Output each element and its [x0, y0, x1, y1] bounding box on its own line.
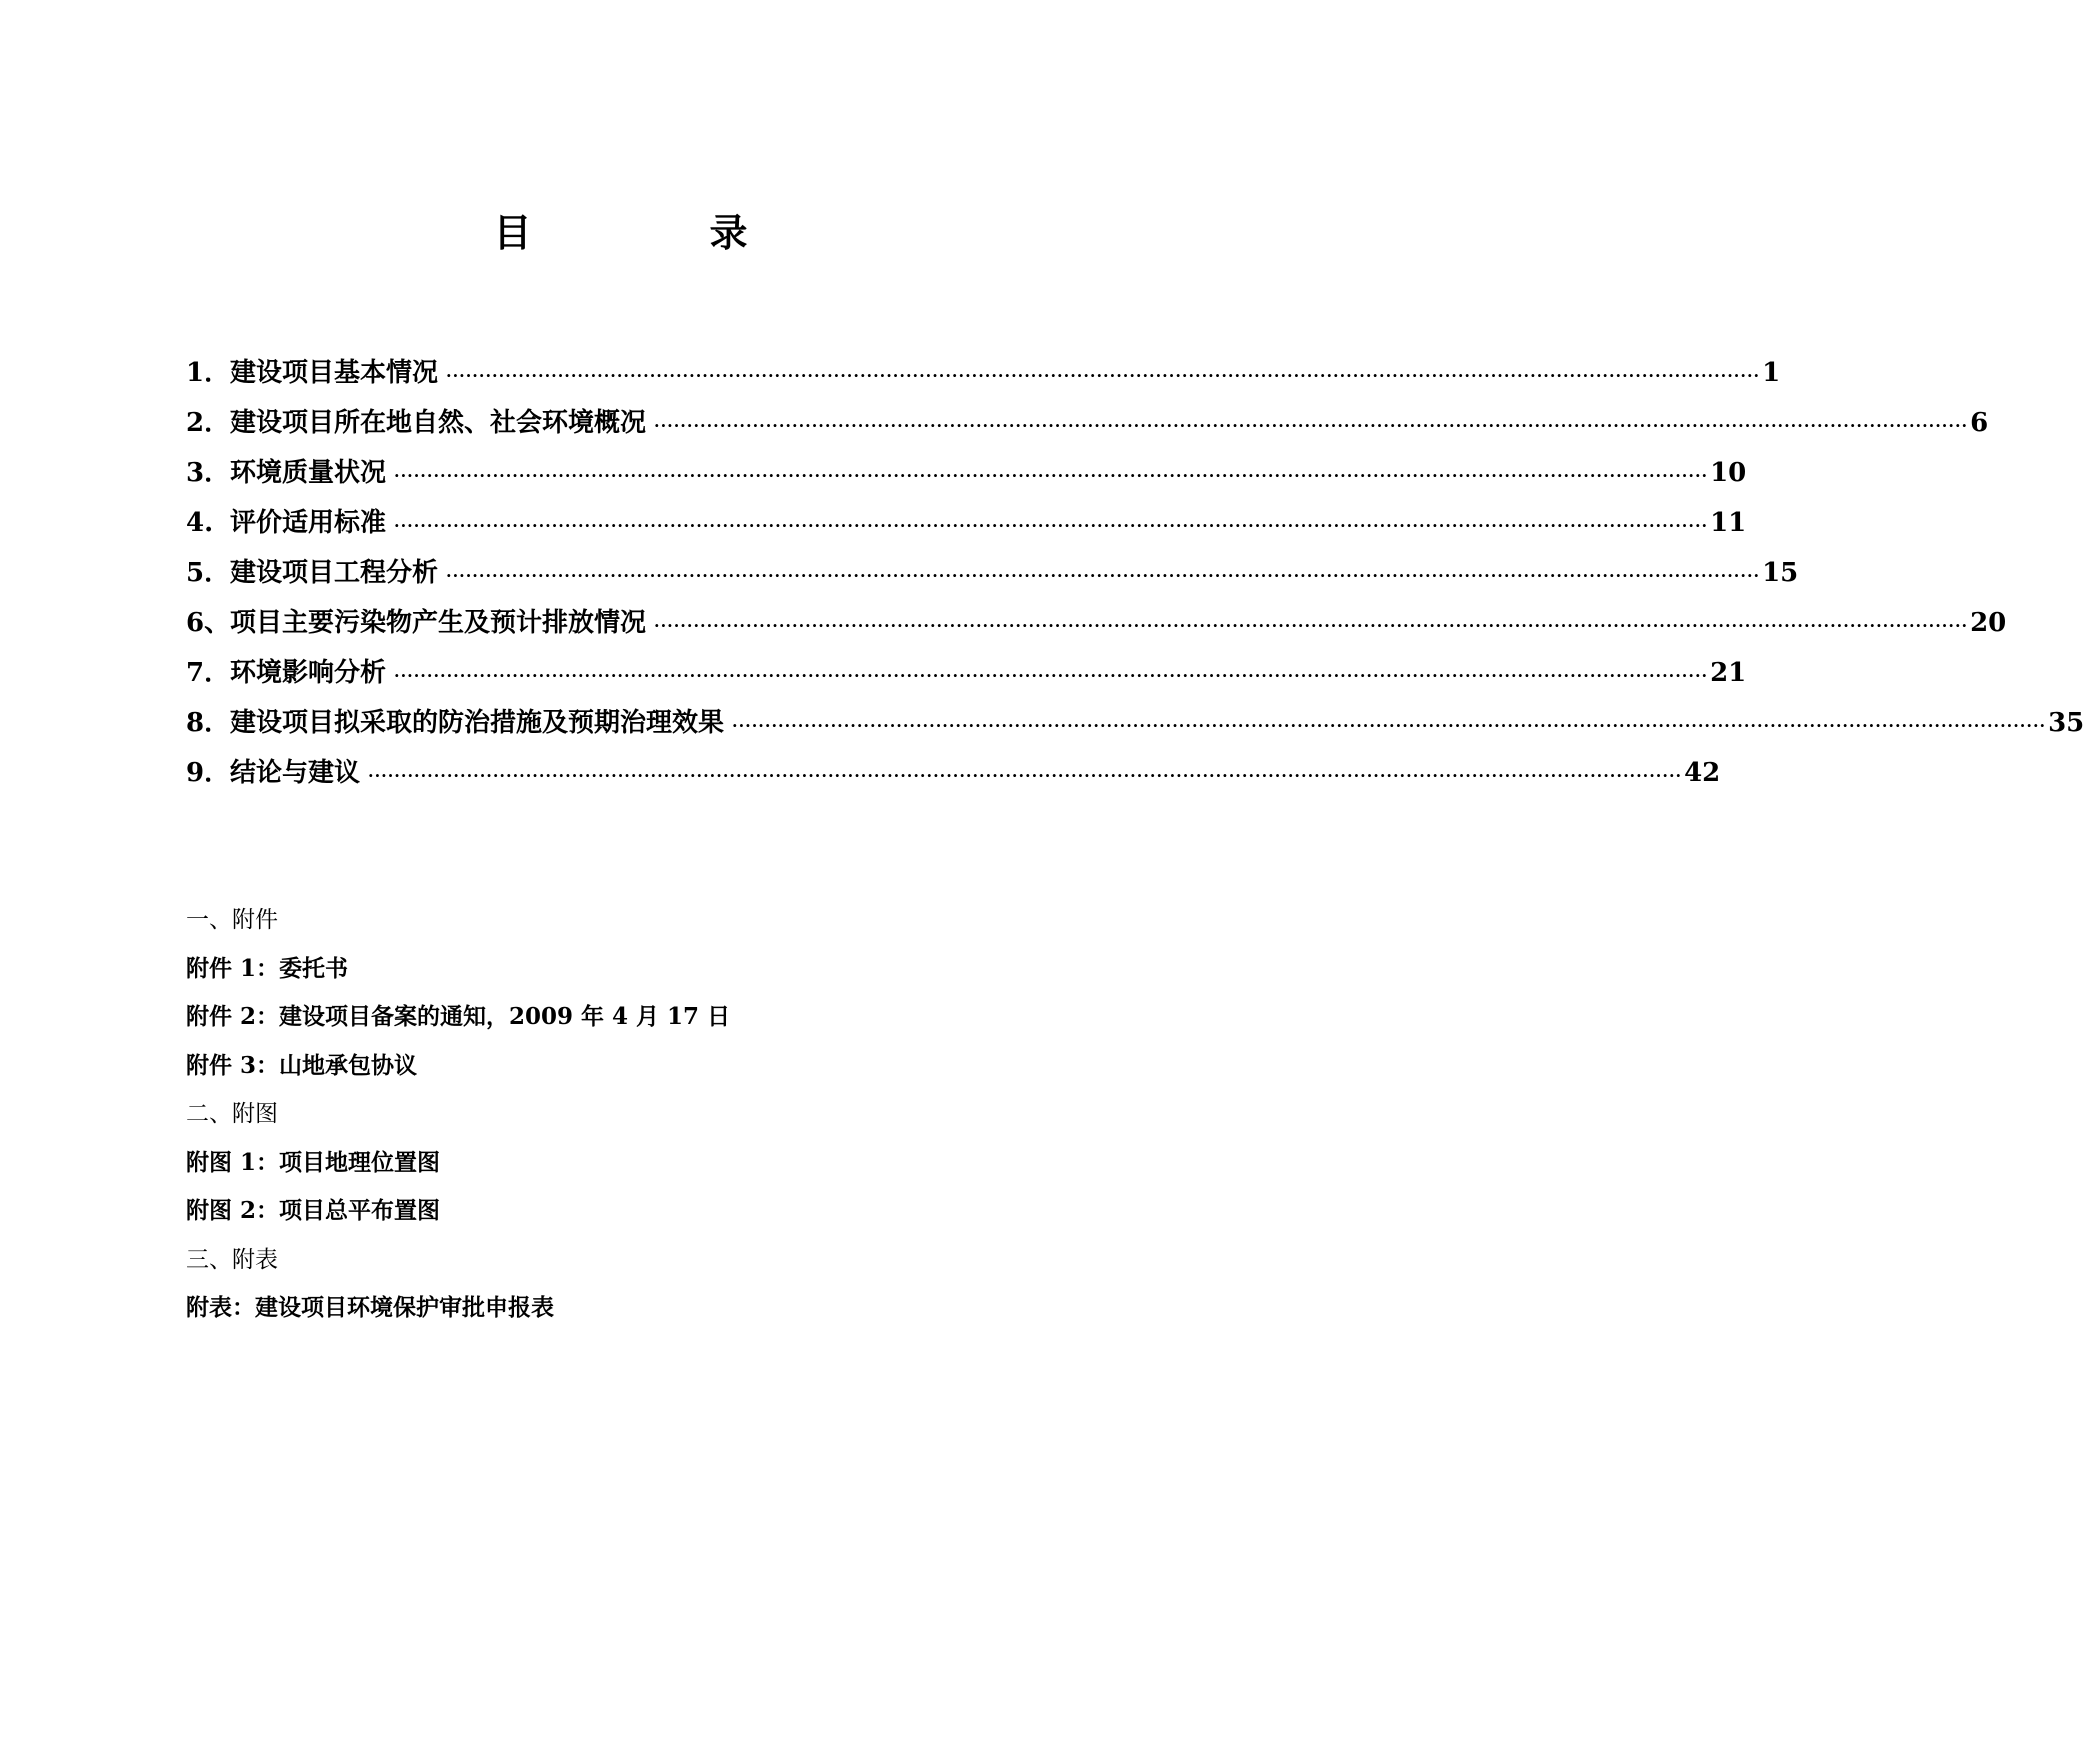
toc-entry[interactable]: [186, 502, 1747, 552]
toc-leader-dots: ········································································································································································································: [446, 366, 1761, 385]
toc-entry-label: 建设项目工程分析: [230, 558, 439, 588]
toc-entry-page: 6: [1970, 408, 1989, 438]
table-of-contents: [186, 352, 2084, 802]
toc-entry-page: 15: [1762, 558, 1799, 588]
toc-entry-number: 3．: [186, 458, 231, 488]
appendix-item: 附件 2：建设项目备案的通知，2009 年 4 月 17 日: [186, 1003, 731, 1030]
toc-entry[interactable]: [186, 352, 1781, 402]
toc-entry-number: 4.: [186, 508, 214, 538]
toc-entry[interactable]: [186, 602, 2007, 652]
toc-entry[interactable]: [186, 452, 1747, 502]
toc-entry-label: 建设项目所在地自然、社会环境概况: [230, 408, 647, 438]
appendix-item: 附件 1：委托书: [186, 954, 349, 982]
toc-entry-number: 6、: [186, 608, 231, 638]
toc-entry-page: 10: [1710, 458, 1747, 488]
toc-entry-label: 结论与建议: [230, 758, 361, 788]
toc-entry-number: 7．: [186, 658, 231, 688]
toc-leader-dots: ········································································································································································································: [732, 716, 2047, 735]
toc-entry-number: 9．: [186, 758, 231, 788]
toc-entry-page: 1: [1762, 358, 1781, 388]
toc-entry-page: 11: [1710, 508, 1747, 538]
toc-entry-label: 评价适用标准: [230, 508, 387, 538]
appendix-item: 附表：建设项目环境保护审批申报表: [186, 1294, 554, 1321]
toc-entry-label: 环境质量状况: [230, 458, 387, 488]
toc-entry-page: 42: [1684, 758, 1721, 788]
appendix-section-heading: 二、附图: [186, 1101, 278, 1127]
toc-entry-number: 1．: [186, 358, 231, 388]
appendix-section-heading: 一、附件: [186, 907, 278, 933]
toc-entry-page: 21: [1710, 658, 1747, 688]
appendix-item: 附图 2：项目总平布置图: [186, 1197, 441, 1224]
toc-entry[interactable]: [186, 652, 1747, 702]
toc-entry[interactable]: [186, 752, 1721, 802]
appendix-item: 附图 1：项目地理位置图: [186, 1148, 441, 1176]
toc-leader-dots: ········································································································································································································: [654, 416, 1969, 435]
toc-entry-page: 20: [1970, 608, 2007, 638]
toc-leader-dots: ········································································································································································································: [394, 466, 1709, 485]
toc-entry[interactable]: [186, 552, 1799, 602]
toc-entry-page: 35: [2048, 708, 2084, 738]
appendix-section-heading: 三、附表: [186, 1246, 278, 1273]
toc-entry-number: 5．: [186, 558, 231, 588]
toc-leader-dots: ········································································································································································································: [394, 666, 1709, 685]
toc-entry-label: 建设项目拟采取的防治措施及预期治理效果: [230, 708, 725, 738]
toc-entry-number: 8．: [186, 708, 231, 738]
toc-entry[interactable]: [186, 702, 2084, 752]
toc-entry-label: 项目主要污染物产生及预计排放情况: [230, 608, 647, 638]
page-title: 目 录: [493, 210, 818, 255]
appendix-item: 附件 3：山地承包协议: [186, 1051, 418, 1079]
toc-entry[interactable]: [186, 402, 1989, 452]
toc-entry-number: 2．: [186, 408, 231, 438]
appendix-list: [186, 904, 986, 1341]
toc-leader-dots: ········································································································································································································: [654, 616, 1969, 635]
toc-entry-label: 环境影响分析: [230, 658, 387, 688]
toc-entry-label: 建设项目基本情况: [230, 358, 439, 388]
toc-leader-dots: ········································································································································································································: [446, 566, 1761, 585]
toc-leader-dots: ········································································································································································································: [394, 516, 1709, 535]
toc-leader-dots: ········································································································································································································: [368, 766, 1683, 785]
